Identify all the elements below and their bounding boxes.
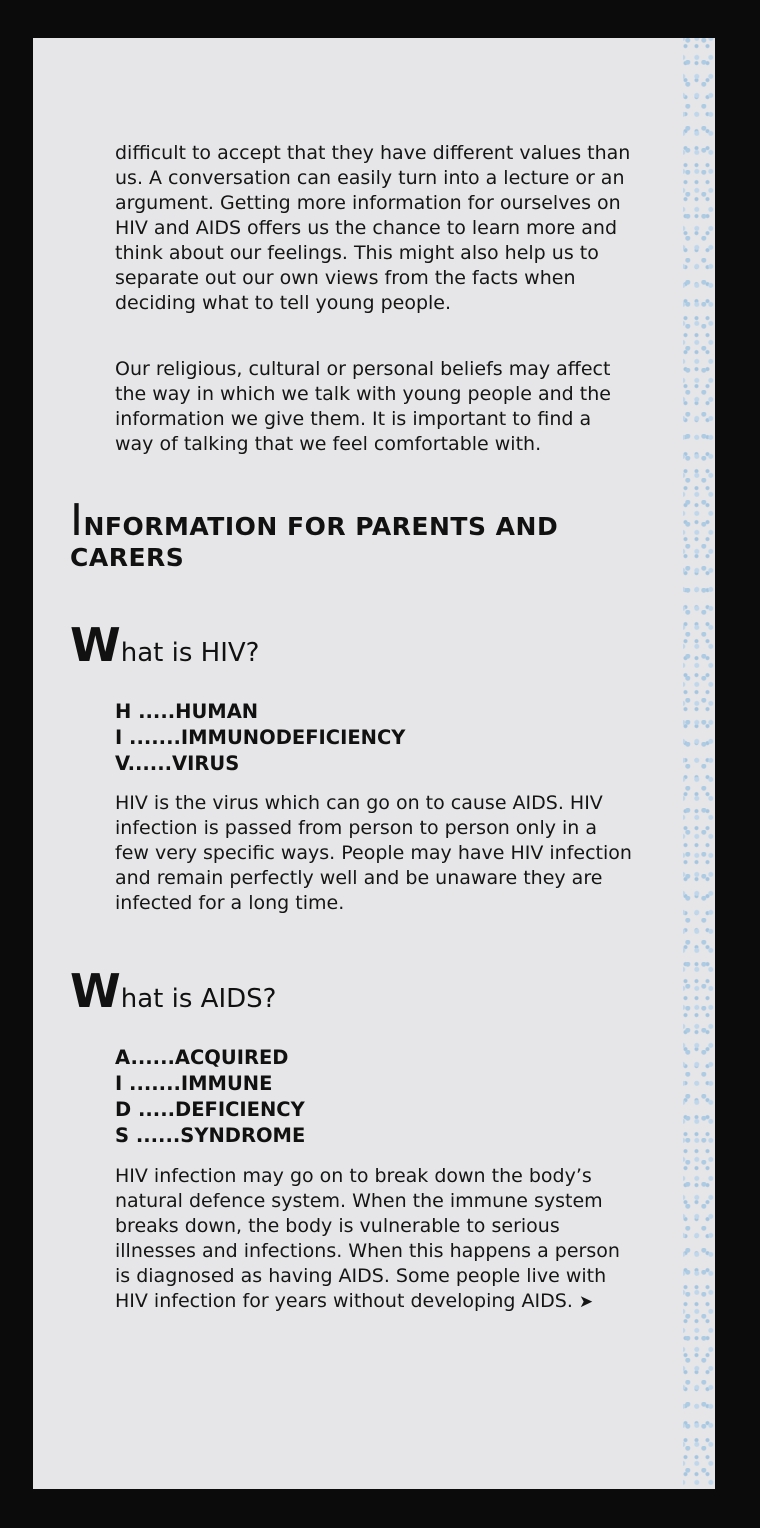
aids-acronym-list [115, 1045, 305, 1149]
hiv-acronym-v: V......VIRUS [115, 752, 240, 775]
section-heading-initial: I [70, 495, 84, 546]
section-heading-text: NFORMATION FOR PARENTS AND CARERS [70, 512, 559, 572]
aids-body-text: HIV infection may go on to break down the body’s natural defence system. When the immune system breaks down, the body is vulnerable to serious illnesses and infections. When this happens a person is diagnosed as having AIDS. Some people live with HIV infection for years without developing AIDS. [115, 1165, 620, 1312]
aids-acronym-i: I .......IMMUNE [115, 1072, 273, 1095]
intro-paragraph-1: difficult to accept that they have different values than us. A conversation can easily turn into a lecture or an argument. Getting more information for ourselves on HIV and AIDS offers us the chance to learn more and think about our feelings. This might also help us to separate out our own views from the facts when deciding what to tell young people. [115, 142, 631, 314]
hiv-heading [70, 618, 259, 672]
aids-heading-text: hat is AIDS? [120, 984, 277, 1014]
hiv-acronym-i: I .......IMMUNODEFICIENCY [115, 726, 406, 749]
speckled-edge [683, 38, 715, 1489]
hiv-acronym-h: H .....HUMAN [115, 700, 259, 723]
intro-paragraph-2: Our religious, cultural or personal beliefs may affect the way in which we talk with young people and the information we give them. It is important to find a way of talking that we feel comfortable with. [115, 358, 611, 455]
continue-arrow-icon: ➤ [578, 1292, 594, 1312]
leaflet-page [33, 38, 715, 1489]
aids-body [115, 1164, 635, 1315]
section-heading [70, 495, 630, 573]
hiv-heading-text: hat is HIV? [120, 638, 260, 668]
aids-acronym-s: S ......SYNDROME [115, 1124, 306, 1147]
hiv-heading-initial: W [70, 618, 121, 672]
hiv-body: HIV is the virus which can go on to cause AIDS. HIV infection is passed from person to person only in a few very specific ways. People may have HIV infection and remain perfectly well and be unaware they are infected for a long time. [115, 792, 632, 914]
aids-heading [70, 964, 276, 1018]
hiv-acronym-list [115, 699, 405, 777]
aids-acronym-a: A......ACQUIRED [115, 1046, 289, 1069]
aids-heading-initial: W [70, 964, 121, 1018]
aids-acronym-d: D .....DEFICIENCY [115, 1098, 305, 1121]
